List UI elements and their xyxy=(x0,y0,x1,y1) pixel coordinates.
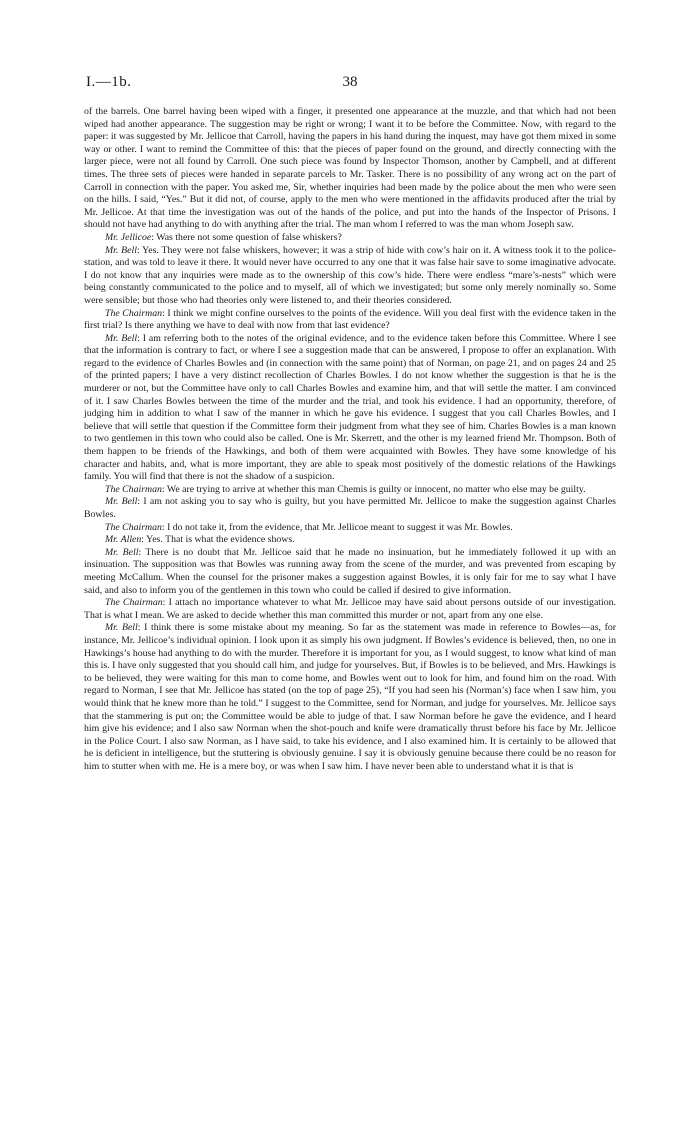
paragraph xyxy=(84,106,616,232)
paragraph: Mr. Bell: I am referring both to the notes of the original evidence, and to the evidence taken before this Committee. Where I see that the information is contrary to fact, or where I see a suggestion made that can be answered, I propose to offer an explanation. With regard to the evidence of Charles Bowles and (in connection with the same point) that of Norman, on page 21, and on pages 24 and 25 of the printed papers; I have a very distinct recollection of Charles Bowles. I do not know whether the suggestion is that he is the murderer or not, but the Committee have only to call Charles Bowles and examine him, and that will settle the matter. I am convinced of it. I saw Charles Bowles between the time of the murder and the trial, and took his evidence. I had an opportunity, therefore, of judging him in addition to what I saw of the manner in which he gave his evidence. I suggest that you call Charles Bowles, and I believe that will settle that question if the Committee form their judgment from what they see of him. Charles Bowles is a man known to two gentlemen in this town who could also be called. One is Mr. Skerrett, and the other is my learned friend Mr. Thompson. Both of them happen to be friends of the Hawkings, and both of them were acquainted with Bowles. They have some knowledge of his character and habits, and, what is more important, they are able to speak most positively of the domestic relations of the Hawkings family. You will find that there is not the shadow of a suspicion. xyxy=(84,332,616,483)
paragraph: The Chairman: We are trying to arrive at whether this man Chemis is guilty or innocent, no matter who else may be guilty. xyxy=(105,483,586,495)
paragraph-text: I am referring both to the notes of the original evidence, and to the evidence taken before this Committee. Where I see that the information is contrary to fact, or where I see a suggestion made that can be answered, I propose to offer an explanation. With regard to the evidence of Charles Bowles and (in connection with the same point) that of Norman, on page 21, and on pages 24 and 25 of the printed papers; I have a very distinct recollection of Charles Bowles. I do not know whether the suggestion is that he is the murderer or not, but the Committee have only to call Charles Bowles and examine him, and that will settle the matter. I am convinced of it. I saw Charles Bowles between the time of the murder and the trial, and took his evidence. I had an opportunity, therefore, of judging him in addition to what I saw of the manner in which he gave his evidence. I suggest that you call Charles Bowles, and I believe that will settle that question if the Committee form their judgment from what they see of him. Charles Bowles is a man known to two gentlemen in this town who could also be called. One is Mr. Skerrett, and the other is my learned friend Mr. Thompson. Both of them happen to be friends of the Hawkings, and both of them were acquainted with Bowles. They have some knowledge of his character and habits, and, what is more important, they are able to speak most positively of the domestic relations of the Hawkings family. You will find that there is not the shadow of a suspicion. xyxy=(84,332,616,483)
paragraph-text: Yes. They were not false whiskers, however; it was a strip of hide with cow’s hair on it. A witness took it to the police-station, and was told to leave it there. It would never have occurred to any one that it was false hair save to some imaginative advocate. I do not know that any inquiries were made as to the ownership of this cow’s hide. There were endless “mare’s-nests” which were being constantly communicated to the police and to myself, all of which we investigated; but some only merely nominally so. Some were sensible; but those who had theories only were listened to, and their theories considered. xyxy=(84,244,616,306)
speaker-name: The Chairman xyxy=(105,483,162,495)
paragraph: The Chairman: I think we might confine ourselves to the points of the evidence. Will you deal first with the evidence taken in the first trial? Is there anything we have to deal with now from that last evidence? xyxy=(84,307,616,332)
paragraph-text: There is no doubt that Mr. Jellicoe said that he made no insinuation, but he immediately followed it up with an insinuation. The supposition was that Bowles was running away from the scene of the murder, and was prevented from escaping by meeting McCallum. When the counsel for the prisoner makes a suggestion against Bowles, it is only fair for me to say what I have said, and also to inform you of the gentlemen in this town who could be called if desired to give information. xyxy=(84,546,617,596)
paragraph-text: Yes. That is what the evidence shows. xyxy=(146,534,295,546)
speaker-name: Mr. Bell xyxy=(105,332,138,344)
paragraph-text: I attach no importance whatever to what Mr. Jellicoe may have said about persons outside of our investigation. That is what I mean. We are asked to decide whether this man committed this murder or not, apart from any one else. xyxy=(84,597,616,621)
speaker-name: The Chairman xyxy=(105,597,163,609)
paragraph: The Chairman: I do not take it, from the evidence, that Mr. Jellicoe meant to suggest it was Mr. Bowles. xyxy=(105,521,513,533)
document-body xyxy=(84,106,616,773)
paragraph: Mr. Bell: There is no doubt that Mr. Jellicoe said that he made no insinuation, but he immediately followed it up with an insinuation. The supposition was that Bowles was running away from the scene of the murder, and was prevented from escaping by meeting McCallum. When the counsel for the prisoner makes a suggestion against Bowles, it is only fair for me to say what I have said, and also to inform you of the gentlemen in this town who could be called if desired to give information. xyxy=(84,546,617,596)
document-reference: I.—1b. xyxy=(86,74,132,90)
speaker-name: Mr. Jellicoe xyxy=(105,231,152,243)
paragraph: Mr. Jellicoe: Was there not some question of false whiskers? xyxy=(105,231,342,243)
paragraph-text: Was there not some question of false whiskers? xyxy=(156,231,342,243)
paragraph: Mr. Allen: Yes. That is what the evidence shows. xyxy=(105,534,295,546)
paragraph: Mr. Bell: I am not asking you to say who is guilty, but you have permitted Mr. Jellicoe to make the suggestion against Charles Bowles. xyxy=(84,496,616,520)
page-header xyxy=(86,74,614,96)
paragraph: Mr. Bell: Yes. They were not false whiskers, however; it was a strip of hide with cow’s hair on it. A witness took it to the police-station, and was told to leave it there. It would never have occurred to any one that it was false hair save to some imaginative advocate. I do not know that any inquiries were made as to the ownership of this cow’s hide. There were endless “mare’s-nests” which were being constantly communicated to the police and to myself, all of which we investigated; but some only merely nominally so. Some were sensible; but those who had theories only were listened to, and their theories considered. xyxy=(84,244,616,306)
paragraph-text: We are trying to arrive at whether this man Chemis is guilty or innocent, no matter who else may be guilty. xyxy=(166,483,586,495)
speaker-name: The Chairman xyxy=(105,307,163,319)
paragraph-text: I am not asking you to say who is guilty, but you have permitted Mr. Jellicoe to make the suggestion against Charles Bowles. xyxy=(84,496,616,520)
speaker-name: Mr. Bell xyxy=(105,546,139,558)
speaker-name: The Chairman xyxy=(105,521,162,533)
paragraph-text: I think there is some mistake about my meaning. So far as the statement was made in reference to Bowles—as, for instance, Mr. Jellicoe’s individual opinion. I look upon it as simply his own judgment. If Bowles’s evidence is believed, then, no one in Hawkings’s house had anything to do with the murder. Therefore it is important for you, as I would suggest, to know what kind of man this is. I have only suggested that you should call him, and judge for yourselves. But, if Bowles is to be believed, and Mrs. Hawkings is to be believed, they were waiting for this man to come home, and Bowles went out to look for him, and found him on the road. With regard to Norman, I see that Mr. Jellicoe has stated (on the top of page 25), “If you had seen his (Norman’s) face when I saw him, you would think that he knew more than he told.” I suggest to the Committee, send for Norman, and judge for yourselves. Mr. Jellicoe says that the stammering is put on; the Committee would be able to judge of that. I saw Norman before he gave the evidence, and I heard him give his evidence; and I also saw Norman when the shot-pouch and knife were dramatically thrust before his face by Mr. Jellicoe in the Police Court. I also saw Norman, as I have said, to take his evidence, and I also examined him. It is certainly to be allowed that he is deficient in intelligence, but the stuttering is obviously genuine. I say it is obviously genuine because there could be no reason for him to stutter when with me. He is a mere boy, or was when I saw him. I have never been able to understand what it is that is xyxy=(84,622,617,772)
speaker-name: Mr. Bell xyxy=(105,244,137,256)
speaker-name: Mr. Bell xyxy=(105,622,138,634)
paragraph-text: of the barrels. One barrel having been wiped with a finger, it presented one appearance at the muzzle, and that which had not been wiped had another appearance. The suggestion may be right or wrong; I want it to be before the Committee. Now, with regard to the paper: it was suggested by Mr. Jellicoe that Carroll, having the papers in his hand during the inquest, may have got them mixed in some way or other. I want to remind the Committee of this: that the pieces of paper found on the ground, and directly connecting with the larger piece, were not all found by Carroll. One such piece was found by Inspector Thomson, another by Campbell, and at different times. The three sets of pieces were handed in separate parcels to Mr. Tasker. There is no possibility of any wrong act on the part of Carroll in connection with the paper. You asked me, Sir, whether inquiries had been made by the police about the men who were seen on the hills. I said, “Yes.” But it did not, of course, apply to the men who were mentioned in the affidavits produced after the trial by Mr. Jellicoe. At that time the investigation was out of the hands of the police, and put into the hands of the Inspector of Prisons. I should not have had anything to do with anything after the trial. The man whom I referred to was the man whom Joseph saw. xyxy=(84,106,616,231)
paragraph-text: I think we might confine ourselves to the points of the evidence. Will you deal first with the evidence taken in the first trial? Is there anything we have to deal with now from that last evidence? xyxy=(84,307,616,332)
speaker-name: Mr. Bell xyxy=(105,496,138,508)
paragraph-text: I do not take it, from the evidence, that Mr. Jellicoe meant to suggest it was Mr. Bowles. xyxy=(167,521,513,533)
paragraph: Mr. Bell: I think there is some mistake about my meaning. So far as the statement was made in reference to Bowles—as, for instance, Mr. Jellicoe’s individual opinion. I look upon it as simply his own judgment. If Bowles’s evidence is believed, then, no one in Hawkings’s house had anything to do with the murder. Therefore it is important for you, as I would suggest, to know what kind of man this is. I have only suggested that you should call him, and judge for yourselves. But, if Bowles is to be believed, and Mrs. Hawkings is to be believed, they were waiting for this man to come home, and Bowles went out to look for him, and found him on the road. With regard to Norman, I see that Mr. Jellicoe has stated (on the top of page 25), “If you had seen his (Norman’s) face when I saw him, you would think that he knew more than he told.” I suggest to the Committee, send for Norman, and judge for yourselves. Mr. Jellicoe says that the stammering is put on; the Committee would be able to judge of that. I saw Norman before he gave the evidence, and I heard him give his evidence; and I also saw Norman when the shot-pouch and knife were dramatically thrust before his face by Mr. Jellicoe in the Police Court. I also saw Norman, as I have said, to take his evidence, and I also examined him. It is certainly to be allowed that he is deficient in intelligence, but the stuttering is obviously genuine. I say it is obviously genuine because there could be no reason for him to stutter when with me. He is a mere boy, or was when I saw him. I have never been able to understand what it is that is xyxy=(84,622,617,772)
page-number: 38 xyxy=(342,74,358,90)
speaker-name: Mr. Allen xyxy=(105,534,142,546)
paragraph: The Chairman: I attach no importance whatever to what Mr. Jellicoe may have said about persons outside of our investigation. That is what I mean. We are asked to decide whether this man committed this murder or not, apart from any one else. xyxy=(84,597,616,621)
